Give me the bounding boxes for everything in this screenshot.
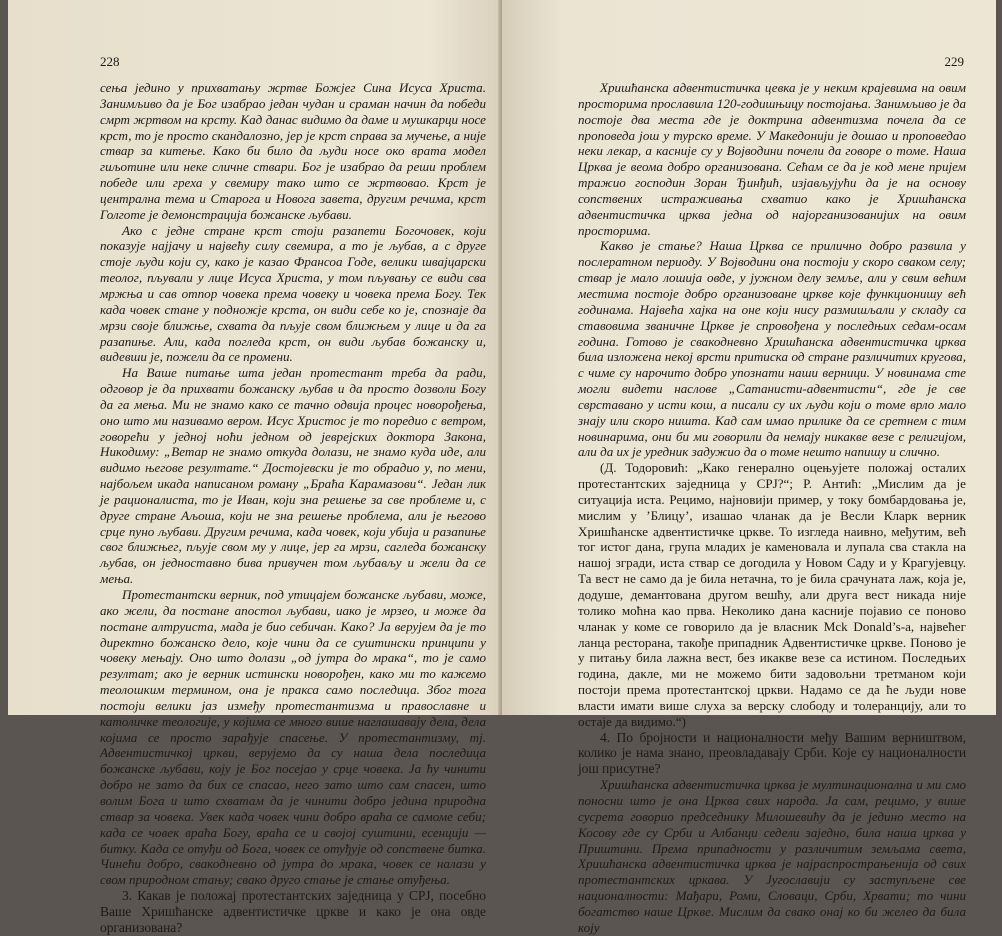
paragraph: Ако с једне стране крст стоји разапети Богочовек, који показује најјачу и највећу силу свемира, а то је љубав, а с друге стоје људи који су, како је казао Франсоа Годе, велики швајцарски теолог, пљували у лице Исуса Христа, у том пљувању се види сва мржња и сав отпор човека према човеку и човека према Богу. Тек када човек стане у подножје крста, он види себе ко је, спознаје да мрзи своје ближње, схвата да пљује свом ближњем у лице и да га разапиње. Али, када погледа крст, он види љубав божанску и, видевши је, пожели да се промени. [100,222,486,365]
right-page [502,0,996,935]
body-text [578,80,966,936]
question-paragraph: 4. По бројности и националности међу Вашим верништвом, колико је нама знано, преовладавају Срби. Које су националности још присутне? [578,729,966,777]
paragraph: На Ваше питање шта један протестант треба да ради, одговор је да прихвати божанску љубав и да просто дозволи Богу да га мења. Ми не знамо како се тачно одвија процес новорођења, оно што ми називамо вером. Исус Христос је то поредио с ветром, говорећи у једној ноћи једном од јеврејских доктора Закона, Никодиму: „Ветар не знамо откуда долази, не знамо куда иде, али видимо његове резултате.“ Достојевски је то обрадио у, по мени, најбољем икада написаном роману „Браћа Карамазови“. Један лик је рационалиста, то је Иван, који зна решење за све проблеме и, с друге стране Аљоша, који не зна решење проблема, али је његово срце пуно љубави. Другим речима, када човек, који убија и разапиње свог ближњег, пљује свом му у лице, јер га мрзи, сагледа божанску љубав, он једноставно бива привучен том љубављу и жели да се мења. [100,365,486,587]
page-number: 228 [100,54,120,69]
left-page [8,0,502,935]
page-number: 229 [944,54,964,69]
body-text [100,80,486,936]
paragraph: сења једино у прихватању жртве Божјег Сина Исуса Христа. Занимљиво да је Бог изабрао један чудан и сраман начин да победи смрт жртвом на крсту. Кад данас видимо да даме и мушкарци носе крст, то је просто скандалозно, јер је крст справа за мучење, а није ствар за китење. Како би било да људи носе око врата модел гиљотине или неке сличне ствари. Бог је изабрао да реши проблем победе или греха у свемиру тако што се жртвовао. Крст је централна тема и Старога и Новога завета, другим речима, крст Голготе је демонстрација божанске љубави. [100,80,486,222]
paragraph: Протестантски верник, под утицајем божанске љубави, може, ако жели, да постане апостол љубави, иако је мрзео, и може да постане алтруиста, мада је био себичан. Како? Ја верујем да је то директно божанско дело, које чини да се суштински принципи у човеку мењају. Оно што долази „од јутра до мрака“, то је само резултат; ако је верник истински новорођен, како ми то кажемо теолошким термином, она је пракса само последица. Због тога постоји велики јаз између протестантизма и православне и католичке теологије, у којима се много више наглашавају дела, дела којима се просто зарађује спасење. У протестантизму, тј. Адвентистичкој цркви, верујемо да су наша дела последица божанске љубави, коју је Бог посејао у срце човека. Ја ћу чинити добро не зато да бих се спасао, него зато што сам спасен, што волим Бога и што схватам да је чинити добро једина природна ствар за човека. Увек када човек чини добро враћа се самоме себи; када се човек враћа Богу, враћа се и својој суштини, есенцији — битку. Када се отуђи од Бога, човек се отуђује од сопствене битка. Чинећи добро, свакодневно од јутра до мрака, човек се налази у свом природном стању; свако друго стање је стање отуђења. [100,587,486,888]
paragraph: Хришћанска адвентистичка црква је мултинационална и ми смо поносни што је она Црква свих народа. Ја сам, рецимо, у више сусрета говорио председнику Милошевићу да је једино место на Косову где су Срби и Албанци седели заједно, била наша црква у Приштини. Према припадности у различитим земљама света, Хришћанска адвентистичка црква је најраспрострањенија од свих протестантских цркава. У Југославији су заступљене све националности: Мађари, Роми, Словаци, Срби, Хрвати; то чини богатство наше Цркве. Мислим да свако онај ко би желео да била коју [578,777,966,935]
paragraph: Хришћанска адвентистичка цевка је у неким крајевима на овим просторима прославила 120-годишњицу постојања. Занимљиво је да постоје два места где је доктрина адвентизма почела да се проповеда још у турско време. У Македонији је дошао и проповедао неки лекар, а касније су у Војводини почели да говоре о томе. Наша Црква је веома добро организована. Сећам се да је код мене пријем тражио господин Зоран Ђинђић, изјављујући да је на основу сопствених истраживања схватио како је Хришћанска адвентистичка црква једна од најорганизованијих на овим просторима. [578,80,966,238]
paragraph: (Д. Тодоровић: „Како генерално оцењујете положај осталих протестантских заједница у СРЈ?“; Р. Антић: „Мислим да је ситуација иста. Рецимо, најновији пример, у току бомбардовања је, мислим у ’Блицу’, изашао чланак да је Весли Кларк верник Хришћанске адвентистичке цркве. То изгледа наивно, међутим, већ тог истог дана, група младих је каменовала и лупала сва стакла на нашој згради, иста ствар се догодила у Новом Саду и у Крагујевцу. Та вест не само да је била нетачна, то је била срачуната лаж, која је, додуше, демантована другом вешћу, али друга вест никада није толико моћна као прва. Неколико дана касније појавио се поново чланак у коме се говорило да је власник Mck Donald’s-а, највећег ланца ресторана, такође припадник Адвентистичке цркве. Поново је у питању била лажна вест, без икакве везе са истином. Последњих година, дакле, ми не можемо бити задовољни третманом који постоји према протестантској цркви. Надамо се да ће људи нове власти имати више слуха за верску слободу и толеранцију, али то остаје да видимо.“) [578,460,966,729]
paragraph: Какво је стање? Наша Црква се прилично добро развила у послератном периоду. У Војводини она постоји у скоро сваком селу; ствар је мало лошија овде, у јужном делу земље, али у свим већим местима постоје добро организоване цркве које функционишу већ годинама. Највећа хајка на оне који нису размишљали у складу са ставовима званичне Цркве је спровођена у последњих седам-осам година. Готово је свакодневно Хришћанска адвентистичка црква била изложена некој врсти притиска од стране различитих кругова, с чиме су нарочито добро упознати наши верници. У новинама сте могли видети наслове „Сатанисти-адвентисти“, где је све сврставано у исти кош, а писали су их људи који о томе врло мало знају или скоро ништа. Кад сам имао прилике да се сретнем с тим новинарима, они би ми говорили да немају никакве везе с религијом, али да их је уредник задужио да о томе нешто напишу и слично. [578,238,966,460]
question-paragraph: 3. Какав је положај протестантских заједница у СРЈ, посебно Ваше Хришћанске адвентистичке цркве и како је она овде организована? [100,888,486,935]
